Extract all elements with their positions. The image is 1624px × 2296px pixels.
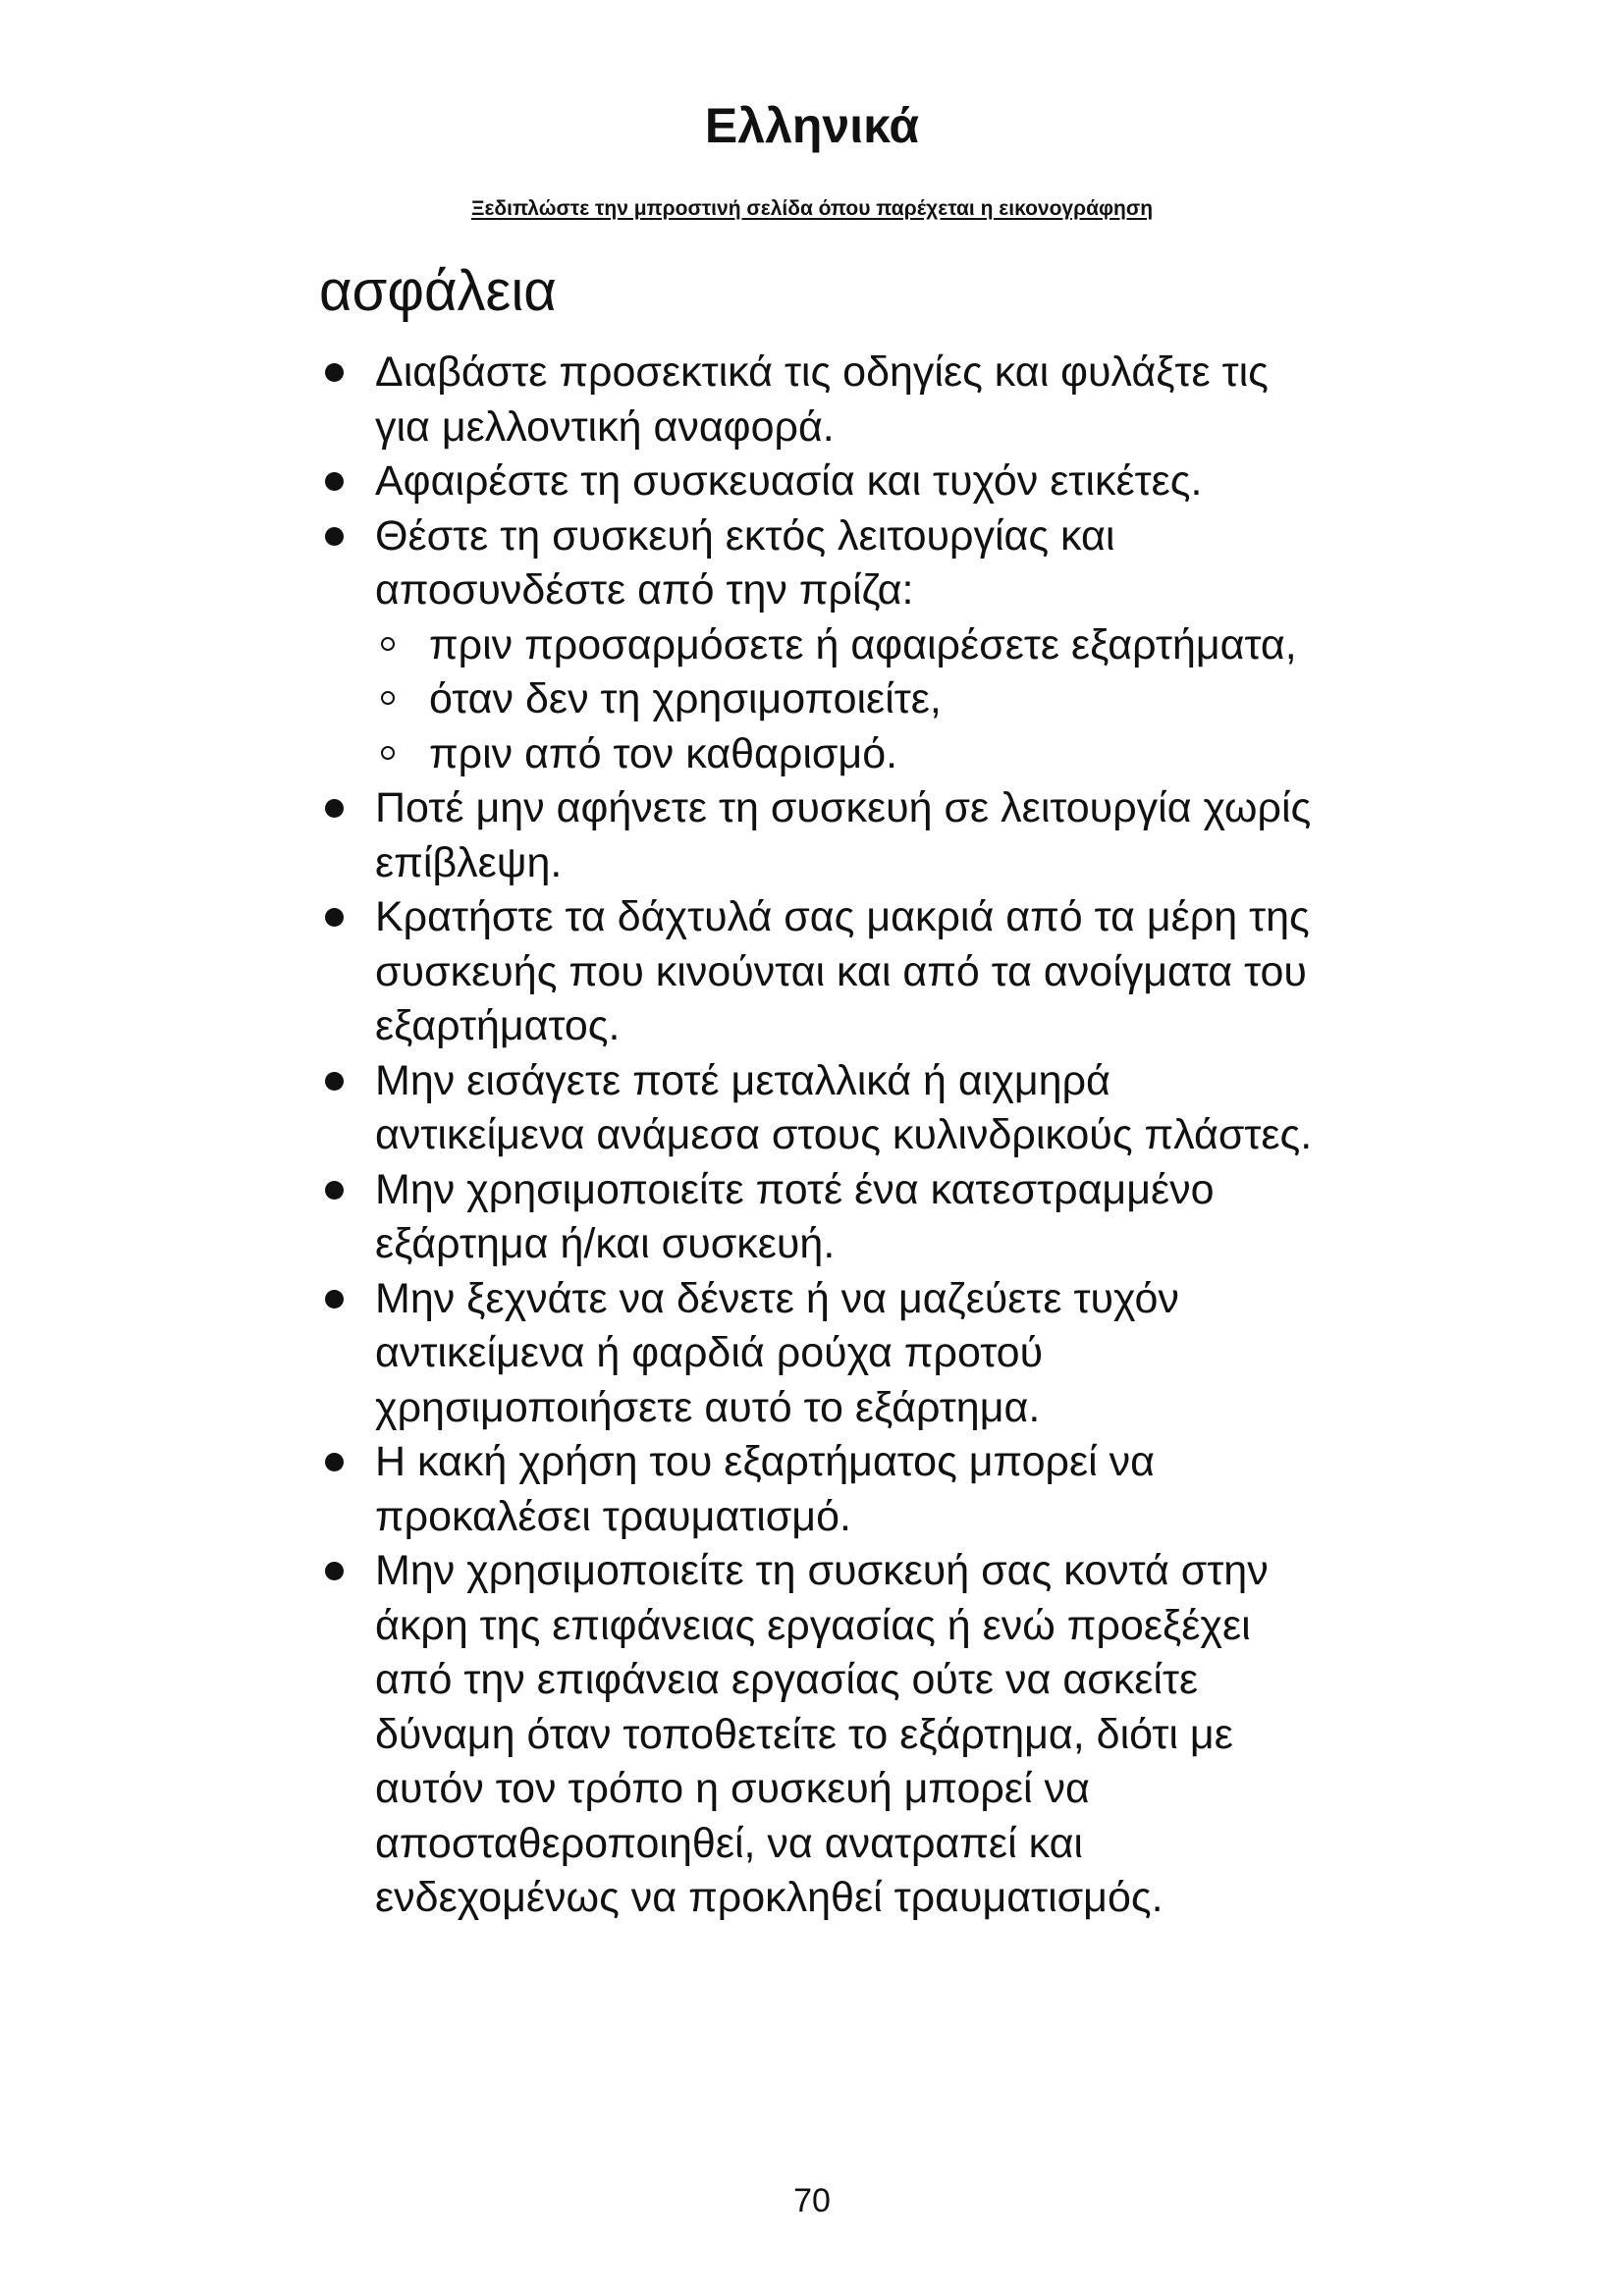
safety-item <box>319 1435 1321 1544</box>
bullet-icon <box>325 527 344 546</box>
page-title: Ελληνικά <box>704 98 920 153</box>
safety-item <box>319 1272 1321 1436</box>
page-number: 70 <box>793 2182 831 2219</box>
safety-item <box>319 454 1321 509</box>
bullet-icon <box>325 908 344 927</box>
bullet-icon <box>325 1072 344 1091</box>
safety-item <box>319 1054 1321 1163</box>
safety-subitem <box>375 727 1321 782</box>
bullet-icon <box>325 472 344 491</box>
safety-item-text: Κρατήστε τα δάχτυλά σας μακριά από τα μέρη της συσκευής που κινούνται και από τα ανοίγματα του εξαρτήματος. <box>375 893 1310 1049</box>
safety-item <box>319 346 1321 454</box>
bullet-icon <box>325 363 344 382</box>
safety-item <box>319 509 1321 782</box>
fold-out-instruction-text: Ξεδιπλώστε την μπροστινή σελίδα όπου παρέχεται η εικονογράφηση <box>470 197 1154 220</box>
fold-out-instruction <box>0 196 1624 222</box>
safety-subitem-text: όταν δεν τη χρησιμοποιείτε, <box>429 675 942 722</box>
safety-item-text: Μην εισάγετε ποτέ μεταλλικά ή αιχμηρά αντικείμενα ανάμεσα στους κυλινδρικούς πλάστες. <box>375 1056 1313 1158</box>
safety-item-text: Διαβάστε προσεκτικά τις οδηγίες και φυλάξτε τις για μελλοντική αναφορά. <box>375 348 1269 451</box>
bullet-icon <box>325 799 344 818</box>
safety-subitem-text: πριν από τον καθαρισμό. <box>429 729 898 777</box>
safety-list <box>319 346 1321 1926</box>
safety-item-text: Αφαιρέστε τη συσκευασία και τυχόν ετικέτες. <box>375 457 1203 505</box>
safety-sublist <box>375 618 1321 782</box>
safety-subitem-text: πριν προσαρμόσετε ή αφαιρέσετε εξαρτήματα, <box>429 620 1297 668</box>
safety-item-text: Η κακή χρήση του εξαρτήματος μπορεί να προκαλέσει τραυματισμό. <box>375 1438 1156 1540</box>
safety-item <box>319 1163 1321 1272</box>
hollow-bullet-icon <box>381 746 395 760</box>
safety-item-text: Μην χρησιμοποιείτε ποτέ ένα κατεστραμμένο εξάρτημα ή/και συσκευή. <box>375 1165 1215 1267</box>
safety-item-text: Μην ξεχνάτε να δένετε ή να μαζεύετε τυχόν αντικείμενα ή φαρδιά ρούχα προτού χρησιμοποιήσετε αυτό το εξάρτημα. <box>375 1274 1179 1431</box>
safety-subitem <box>375 672 1321 727</box>
hollow-bullet-icon <box>381 637 395 651</box>
bullet-icon <box>325 1453 344 1471</box>
bullet-icon <box>325 1181 344 1200</box>
safety-item <box>319 1544 1321 1926</box>
safety-item-text: Θέστε τη συσκευή εκτός λειτουργίας και αποσυνδέστε από την πρίζα: <box>375 511 1115 614</box>
safety-item <box>319 781 1321 890</box>
safety-item <box>319 890 1321 1054</box>
safety-item-text: Μην χρησιμοποιείτε τη συσκευή σας κοντά στην άκρη της επιφάνειας εργασίας ή ενώ προεξέχει από την επιφάνεια εργασίας ούτε να ασκείτε δύναμη όταν τοποθετείτε το εξάρτημα, διότι με αυτόν τον τρόπο η συσκευή μπορεί να αποσταθεροποιηθεί, να ανατραπεί και ενδεχομένως να προκληθεί τραυματισμός. <box>375 1547 1269 1921</box>
bullet-icon <box>325 1562 344 1580</box>
safety-subitem <box>375 618 1321 673</box>
section-heading-safety: ασφάλεια <box>319 259 557 323</box>
bullet-icon <box>325 1290 344 1308</box>
hollow-bullet-icon <box>381 691 395 705</box>
safety-content <box>319 346 1321 1926</box>
safety-item-text: Ποτέ μην αφήνετε τη συσκευή σε λειτουργία χωρίς επίβλεψη. <box>375 784 1312 886</box>
